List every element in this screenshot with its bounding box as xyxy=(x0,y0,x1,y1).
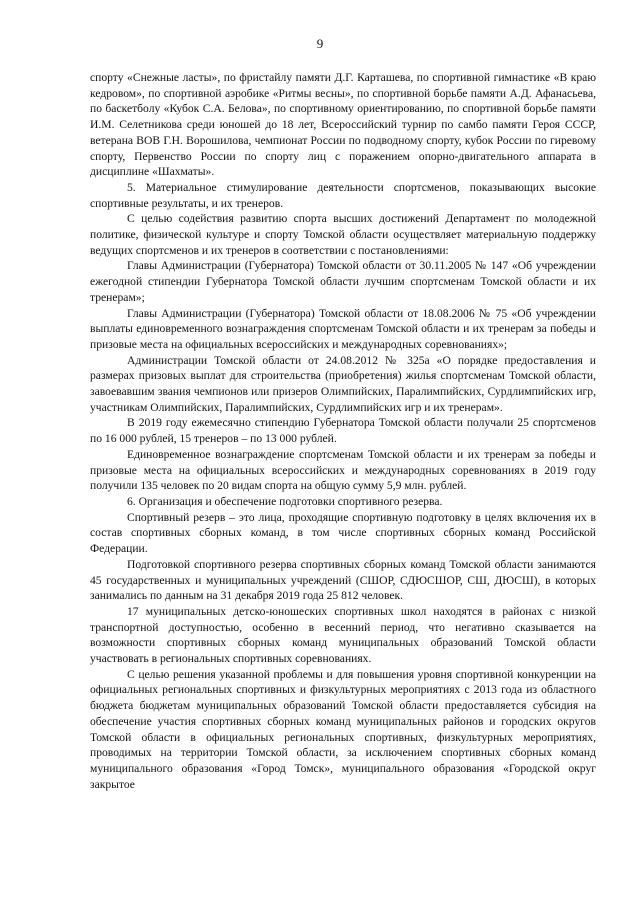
section-heading-material-incentives: 5. Материальное стимулирование деятельности спортсменов, показывающих высокие спортивные результаты, и их тренеров. xyxy=(90,180,596,210)
paragraph-transport-accessibility: 17 муниципальных детско-юношеских спортивных школ находятся в районах с низкой транспортной доступностью, особенно в весенний период, что негативно сказывается на возможности спортивных сборных команд муниципальных образований Томской области участвовать в региональных спортивных соревнованиях. xyxy=(90,604,596,666)
paragraph-reserve-institutions: Подготовкой спортивного резерва спортивных сборных команд Томской области занимаются 45 государственных и муниципальных учреждений (СШОР, СДЮСШОР, СШ, ДЮСШ), в которых занимались по данным на 31 декабря 2019 года 25 812 человек. xyxy=(90,557,596,603)
paragraph-subsidy: С целью решения указанной проблемы и для повышения уровня спортивной конкуренции на официальных региональных спортивных и физкультурных мероприятиях с 2013 года из областного бюджета бюджетам муниципальных образований Томской области предоставляется субсидия на обеспечение участия спортивных сборных команд муниципальных районов и городских округов Томской области в официальных региональных спортивных, физкультурных мероприятиях, проводимых на территории Томской области, за исключением спортивных сборных команд муниципального образования «Город Томск», муниципального образования «Городской округ закрытое xyxy=(90,667,596,791)
document-body xyxy=(90,70,596,792)
paragraph-stipend-2019: В 2019 году ежемесячно стипендию Губернатора Томской области получали 25 спортсменов по 16 000 рублей, 15 тренеров – по 13 000 рублей. xyxy=(90,416,596,446)
decree-item-325a: Администрации Томской области от 24.08.2012 № 325а «О порядке предоставления и размерах призовых выплат для строительства (приобретения) жилья спортсменам Томской области, завоевавшим звания чемпионов или призеров Олимпийских, Паралимпийских, Сурдлимпийских игр, участникам Олимпийских, Паралимпийских, Сурдлимпийских игр и их тренерам». xyxy=(90,353,596,414)
paragraph-reserve-definition: Спортивный резерв – это лица, проходящие спортивную подготовку в целях включения их в состав спортивных сборных команд, в том числе спортивных сборных команд Российской Федерации. xyxy=(90,510,596,556)
decree-item-75: Главы Администрации (Губернатора) Томской области от 18.08.2006 № 75 «Об учреждении выплаты единовременного вознаграждения спортсменам Томской области и их тренерам за победы и призовые места на официальных всероссийских и международных соревнованиях»; xyxy=(90,306,596,351)
paragraph-support-purpose: С целью содействия развитию спорта высших достижений Департамент по молодежной политике, физической культуре и спорту Томской области осуществляет материальную поддержку ведущих спортсменов и их тренеров в соответствии с постановлениями: xyxy=(90,212,596,257)
paragraph-lump-sum-reward: Единовременное вознаграждение спортсменам Томской области и их тренерам за победы и призовые места на официальных всероссийских и международных соревнованиях в 2019 году получили 135 человек по 20 видам спорта на общую сумму 5,9 млн. рублей. xyxy=(90,447,596,493)
section-heading-sports-reserve: 6. Организация и обеспечение подготовки спортивного резерва. xyxy=(127,494,443,508)
decree-item-147: Главы Администрации (Губернатора) Томской области от 30.11.2005 № 147 «Об учреждении ежегодной стипендии Губернатора Томской области лучшим спортсменам Томской области и их тренерам»; xyxy=(90,259,596,304)
paragraph-continued-competitions: спорту «Снежные ласты», по фристайлу памяти Д.Г. Карташева, по спортивной гимнастике «В краю кедровом», по спортивной аэробике «Ритмы весны», по спортивной борьбе памяти А.Д. Афанасьева, по баскетболу «Кубок С.А. Белова», по спортивному ориентированию, по спортивной борьбе памяти И.М. Селетникова среди юношей до 18 лет, Всероссийский турнир по самбо памяти Героя СССР, ветерана ВОВ Г.Н. Ворошилова, чемпионат России по подводному спорту, кубок России по гиревому спорту, Первенство России по спорту лиц с поражением опорно-двигательного аппарата в дисциплине «Шахматы». xyxy=(90,71,596,179)
page-number: 9 xyxy=(316,36,324,51)
